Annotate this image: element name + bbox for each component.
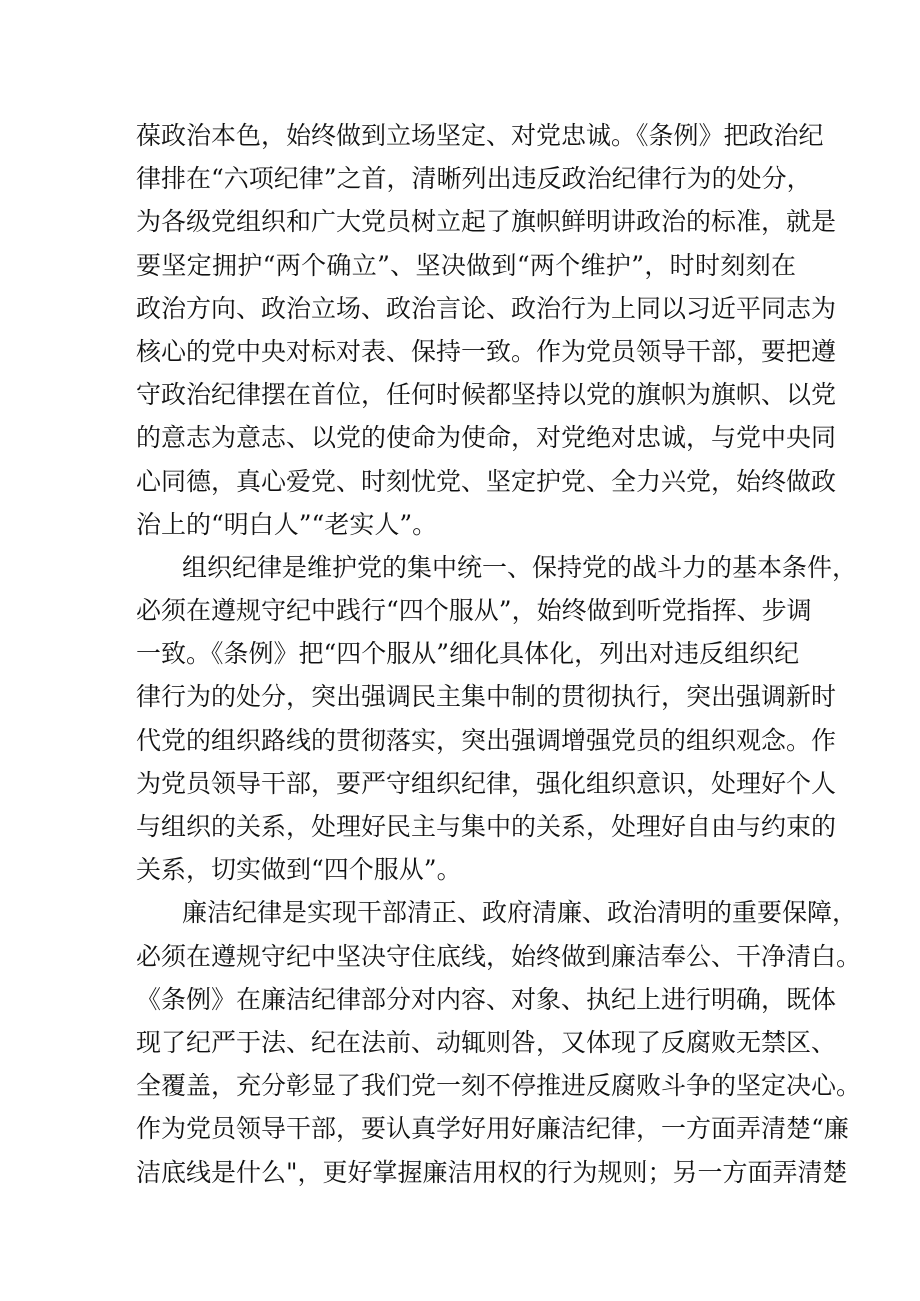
- text-line: 律行为的处分，突出强调民主集中制的贯彻执行，突出强调新时: [136, 682, 837, 712]
- text-line: 核心的党中央对标对表、保持一致。作为党员领导干部，要把遵: [136, 336, 837, 366]
- text-line: 必须在遵规守纪中坚决守住底线，始终做到廉洁奉公、干净清白。: [136, 941, 862, 971]
- text-line: 必须在遵规守纪中践行“四个服从”，始终做到听党指挥、步调: [136, 596, 812, 626]
- text-line: 政治方向、政治立场、政治言论、政治行为上同以习近平同志为: [136, 293, 837, 323]
- text-line: 的意志为意志、以党的使命为使命，对党绝对忠诚，与党中央同: [136, 423, 837, 453]
- text-line: 为各级党组织和广大党员树立起了旗帜鲜明讲政治的标准，就是: [136, 207, 837, 237]
- text-line: 现了纪严于法、纪在法前、动辄则咎，又体现了反腐败无禁区、: [136, 1027, 837, 1057]
- text-line: 全覆盖，充分彰显了我们党一刻不停推进反腐败斗争的坚定决心。: [136, 1071, 862, 1101]
- text-line: 《条例》在廉洁纪律部分对内容、对象、执纪上进行明确，既体: [136, 984, 837, 1014]
- text-line: 心同德，真心爱党、时刻忧党、坚定护党、全力兴党，始终做政: [136, 466, 837, 496]
- text-line: 律排在“六项纪律”之首，清晰列出违反政治纪律行为的处分，: [136, 164, 812, 194]
- text-line: 守政治纪律摆在首位，任何时候都坚持以党的旗帜为旗帜、以党: [136, 380, 837, 410]
- text-line: 一致。《条例》把“四个服从”细化具体化，列出对违反组织纪: [136, 639, 800, 669]
- text-line: 组织纪律是维护党的集中统一、保持党的战斗力的基本条件，: [182, 552, 858, 582]
- text-line: 与组织的关系，处理好民主与集中的关系，处理好自由与约束的: [136, 812, 837, 841]
- text-line: 治上的“明白人”“老实人”。: [136, 509, 438, 539]
- text-line: 关系，切实做到“四个服从”。: [136, 855, 462, 885]
- text-line: 作为党员领导干部，要认真学好用好廉洁纪律，一方面弄清楚“廉: [136, 1114, 849, 1144]
- body-text: [136, 114, 862, 1194]
- text-line: 廉洁纪律是实现干部清正、政府清廉、政治清明的重要保障，: [182, 898, 858, 928]
- text-line: 代党的组织路线的贯彻落实，突出强调增强党员的组织观念。作: [136, 725, 837, 755]
- text-line: 为党员领导干部，要严守组织纪律，强化组织意识，处理好个人: [136, 768, 837, 798]
- text-line: 洁底线是什么"，更好掌握廉洁用权的行为规则；另一方面弄清楚: [136, 1157, 848, 1187]
- text-line: 葆政治本色，始终做到立场坚定、对党忠诚。《条例》把政治纪: [136, 121, 824, 150]
- text-line: 要坚定拥护“两个确立”、坚决做到“两个维护”，时时刻刻在: [136, 250, 796, 280]
